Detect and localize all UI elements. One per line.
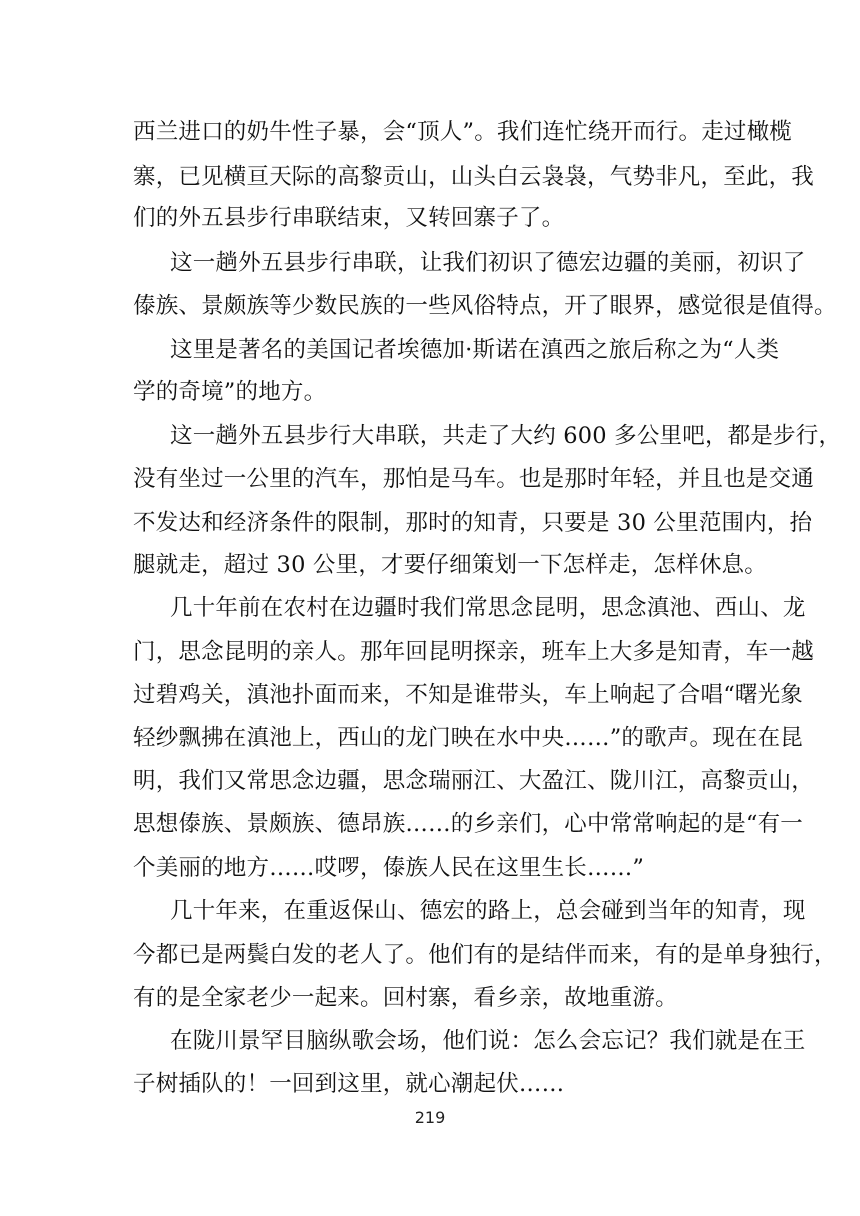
text-line: 们的外五县步行串联结束，又转回寨子了。 [133, 205, 565, 231]
text-line: 学的奇境”的地方。 [133, 379, 327, 405]
text-line: 个美丽的地方……哎啰，傣族人民在这里生长……” [133, 855, 645, 881]
text-line: 过碧鸡关，滇池扑面而来，不知是谁带头，车上响起了合唱“曙光象 [133, 682, 804, 708]
text-line: 明，我们又常思念边疆，思念瑞丽江、大盈江、陇川江，高黎贡山， [133, 768, 815, 794]
text-line: 这一趟外五县步行串联，让我们初识了德宏边疆的美丽，初识了 [170, 250, 806, 276]
text-line: 轻纱飘拂在滇池上，西山的龙门映在水中央……”的歌声。现在在昆 [133, 725, 804, 751]
page-number: 219 [414, 1108, 446, 1127]
text-line: 没有坐过一公里的汽车，那怕是马车。也是那时年轻，并且也是交通 [133, 466, 815, 492]
text-line: 思想傣族、景颇族、德昂族……的乡亲们，心中常常响起的是“有一 [133, 811, 804, 837]
text-line: 几十年来，在重返保山、德宏的路上，总会碰到当年的知青，现 [170, 898, 806, 924]
text-line: 这一趟外五县步行大串联，共走了大约 600 多公里吧，都是步行， [170, 423, 842, 449]
text-line: 西兰进口的奶牛性子暴，会“顶人”。我们连忙绕开而行。走过橄榄 [133, 119, 793, 145]
text-line: 这里是著名的美国记者埃德加·斯诺在滇西之旅后称之为“人类 [170, 337, 780, 363]
text-line: 今都已是两鬓白发的老人了。他们有的是结伴而来，有的是单身独行， [133, 942, 837, 968]
text-line: 不发达和经济条件的限制，那时的知青，只要是 30 公里范围内，抬 [133, 510, 813, 536]
text-line: 在陇川景罕目脑纵歌会场，他们说：怎么会忘记？我们就是在王 [170, 1028, 806, 1054]
text-line: 寨，已见横亘天际的高黎贡山，山头白云袅袅，气势非凡，至此，我 [133, 164, 815, 190]
text-line: 门，思念昆明的亲人。那年回昆明探亲，班车上大多是知青，车一越 [133, 639, 815, 665]
text-line: 子树插队的！一回到这里，就心潮起伏…… [133, 1071, 565, 1097]
text-line: 腿就走，超过 30 公里，才要仔细策划一下怎样走，怎样休息。 [133, 552, 767, 578]
text-line: 有的是全家老少一起来。回村寨，看乡亲，故地重游。 [133, 985, 678, 1011]
text-line: 傣族、景颇族等少数民族的一些风俗特点，开了眼界，感觉很是值得。 [133, 293, 837, 319]
text-line: 几十年前在农村在边疆时我们常思念昆明，思念滇池、西山、龙 [170, 595, 806, 621]
